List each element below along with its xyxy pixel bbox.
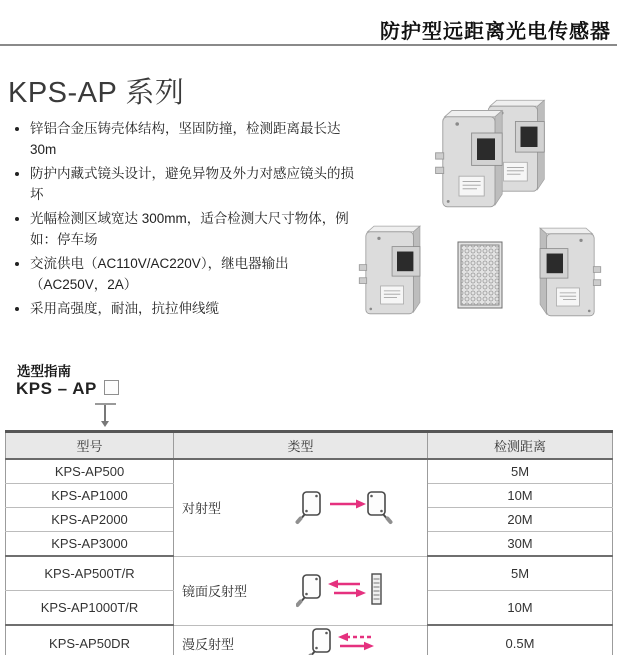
reflector-photo [458, 242, 502, 308]
table-row [6, 459, 613, 484]
type-label: 镜面反射型 [182, 584, 248, 599]
type-label: 对射型 [182, 501, 222, 517]
feature-item: • 锌铝合金压铸壳体结构，坚固防撞，检测距离最长达 30m [30, 118, 356, 160]
diffuse-reflective-icon [306, 626, 382, 655]
model-cell: KPS-AP1000T/R [6, 591, 174, 626]
distance-cell: 10M [428, 484, 613, 508]
model-cell: KPS-AP1000 [6, 484, 174, 508]
feature-item: • 光幅检测区域宽达 300mm，适合检测大尺寸物体，例如：停车场 [30, 208, 356, 250]
model-cell: KPS-AP3000 [6, 532, 174, 557]
model-cell: KPS-AP2000 [6, 508, 174, 532]
selection-table [5, 430, 613, 655]
sensor-photo-front [436, 111, 503, 207]
col-header-distance: 检测距离 [428, 432, 613, 460]
type-cell-through-beam [174, 459, 428, 556]
distance-cell: 5M [428, 459, 613, 484]
model-cell: KPS-AP50DR [6, 625, 174, 655]
sensor-photo-left [359, 226, 420, 314]
series-title: KPS-AP 系列 [8, 77, 185, 109]
model-cell: KPS-AP500T/R [6, 556, 174, 591]
sensor-photo-right [540, 228, 601, 316]
distance-cell: 20M [428, 508, 613, 532]
distance-cell: 5M [428, 556, 613, 591]
connector-arrow-down-icon [101, 421, 109, 427]
page-header-title: 防护型远距离光电传感器 [380, 21, 611, 43]
table-row [6, 625, 613, 655]
type-cell-retroreflective [174, 556, 428, 625]
connector-line [104, 405, 106, 421]
feature-item: • 交流供电（AC110V/AC220V），继电器输出（AC250V，2A） [30, 253, 356, 295]
model-suffix-box [104, 380, 119, 395]
header-divider [0, 44, 617, 46]
selection-guide-heading: 选型指南 [17, 364, 71, 379]
feature-item: • 防护内藏式镜头设计，避免异物及外力对感应镜头的损坏 [30, 163, 356, 205]
distance-cell: 0.5M [428, 625, 613, 655]
model-prefix: KPS – AP [16, 379, 97, 398]
col-header-type: 类型 [174, 432, 428, 460]
feature-item: • 采用高强度，耐油，抗拉伸线缆 [30, 298, 356, 319]
type-cell-diffuse [174, 625, 428, 655]
model-cell: KPS-AP500 [6, 459, 174, 484]
distance-cell: 30M [428, 532, 613, 557]
table-row [6, 556, 613, 591]
distance-cell: 10M [428, 591, 613, 626]
col-header-model: 型号 [6, 432, 174, 460]
retroreflective-icon [296, 572, 392, 610]
through-beam-icon [294, 490, 394, 526]
table-header-row [6, 432, 613, 460]
feature-list [16, 118, 356, 322]
type-label: 漫反射型 [182, 637, 235, 652]
product-photo [336, 96, 617, 351]
model-code [16, 379, 119, 399]
reflector-icon [372, 574, 381, 604]
